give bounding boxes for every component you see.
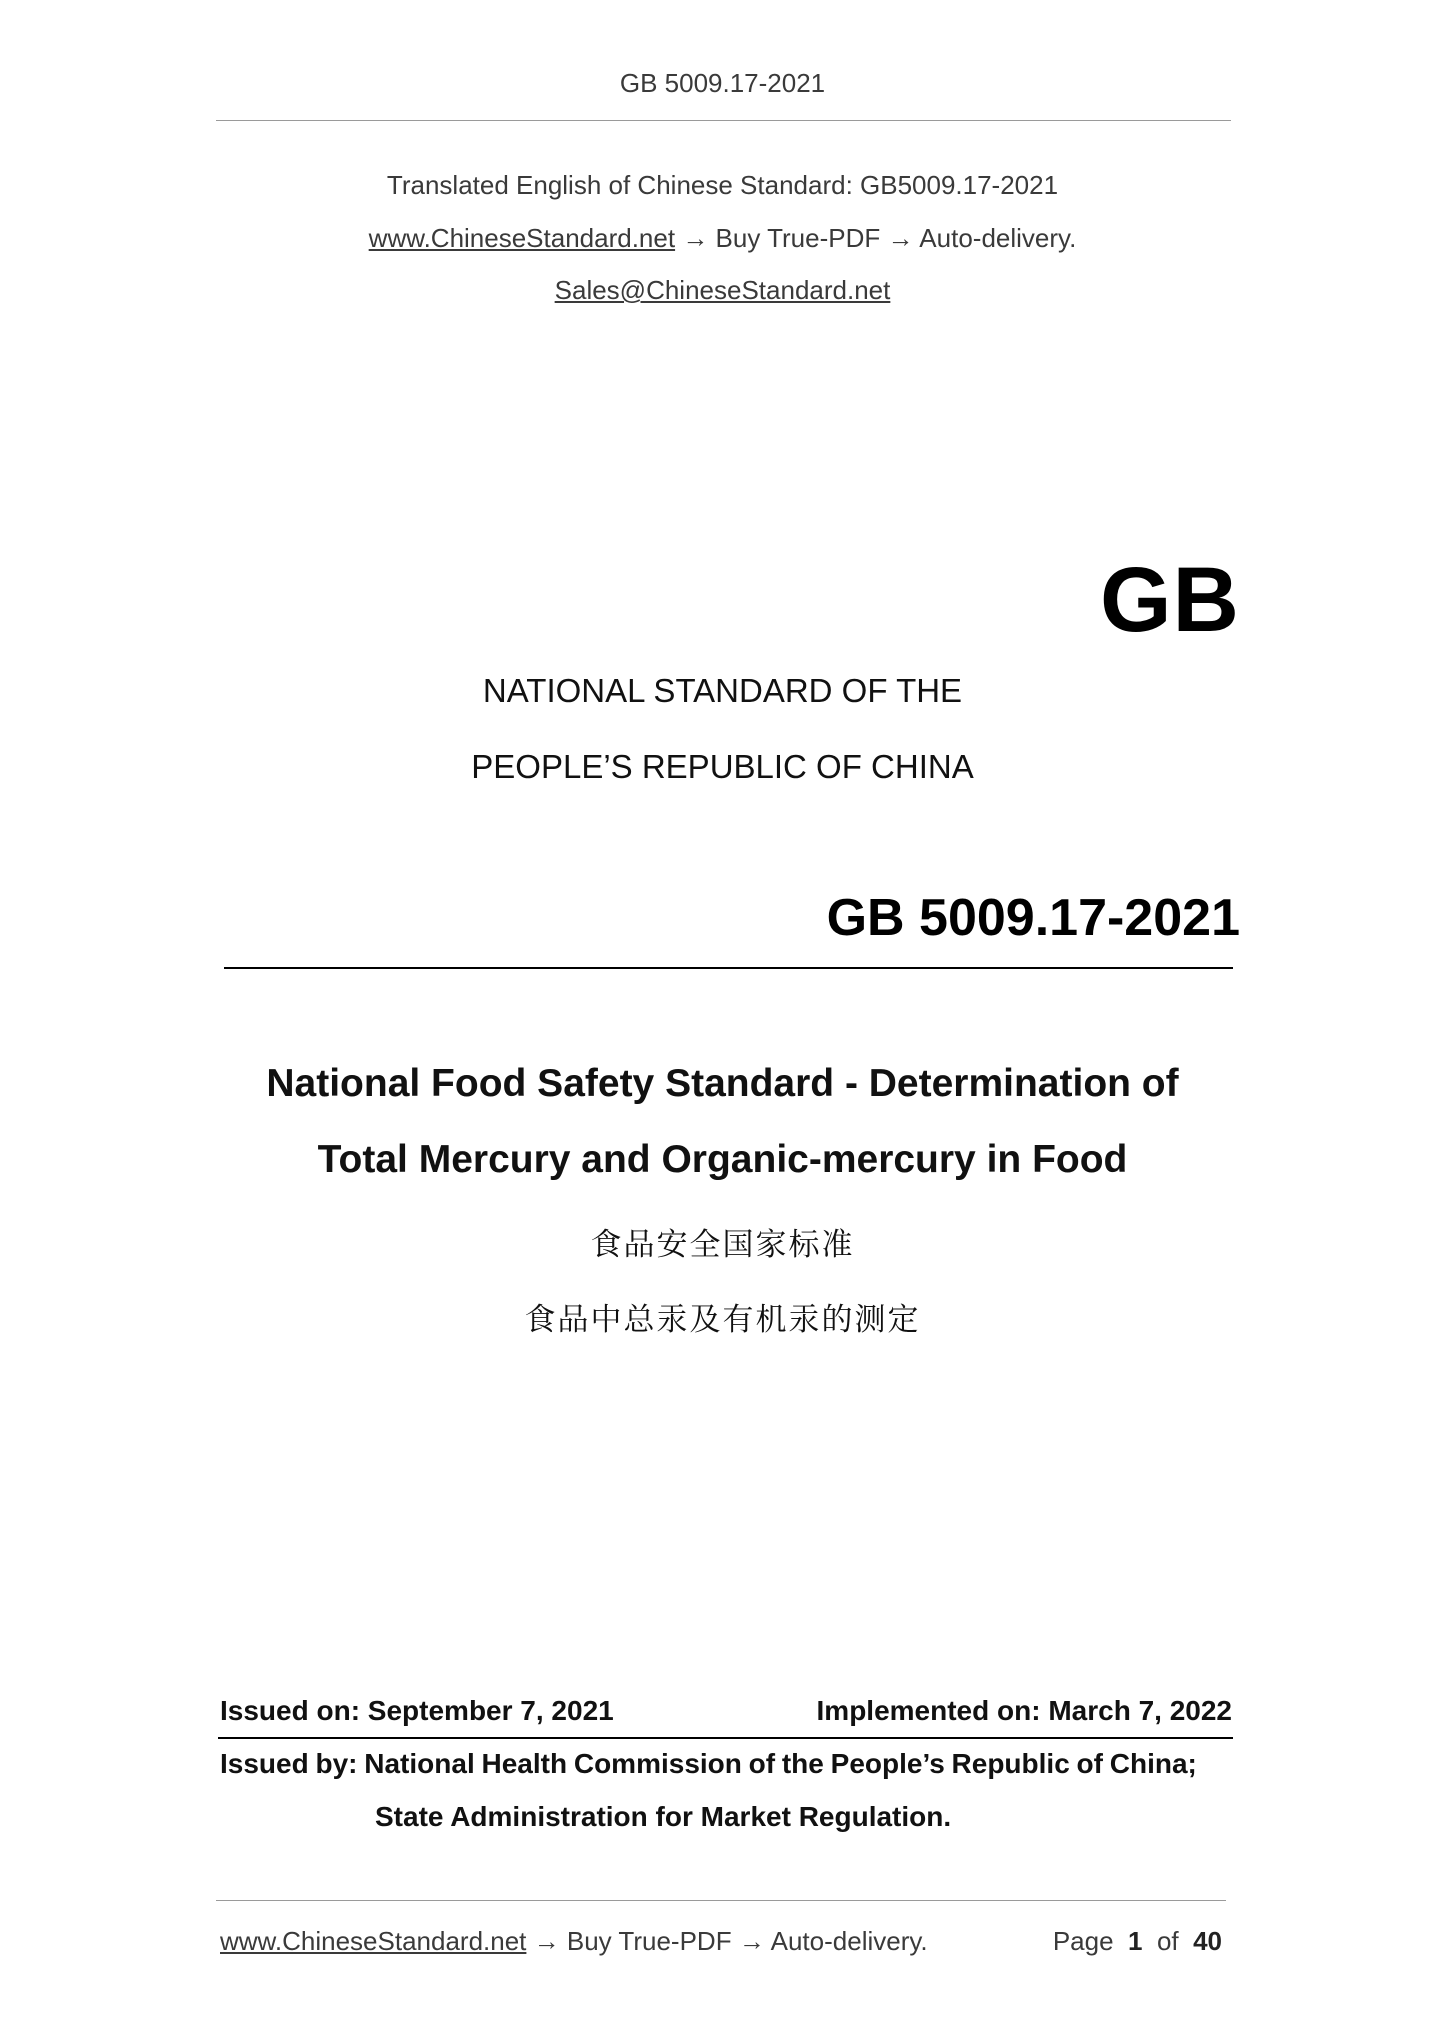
arrow-right-icon: → xyxy=(738,1926,765,1956)
title-cn-line1: 食品安全国家标准 xyxy=(590,1227,855,1262)
sales-email-link[interactable]: Sales@ChineseStandard.net xyxy=(554,275,891,305)
page-label: Page xyxy=(1052,1926,1114,1956)
footer-purchase-line xyxy=(220,1926,928,1957)
implemented-on: Implemented on: March 7, 2022 xyxy=(816,1695,1232,1726)
issued-on: Issued on: September 7, 2021 xyxy=(220,1695,614,1726)
arrow-right-icon: → xyxy=(682,223,709,253)
standard-number-rule xyxy=(224,967,1233,969)
page-indicator xyxy=(1053,1926,1222,1957)
national-standard-heading: NATIONAL STANDARD OF THE xyxy=(482,672,963,709)
title-en-line2: Total Mercury and Organic-mercury in Food xyxy=(317,1138,1128,1181)
arrow-right-icon: → xyxy=(533,1926,560,1956)
issue-dates-rule xyxy=(218,1737,1233,1739)
footer-site-link[interactable]: www.ChineseStandard.net xyxy=(220,1926,527,1956)
site-link[interactable]: www.ChineseStandard.net xyxy=(368,223,676,253)
footer-buy-text: Buy True-PDF xyxy=(566,1926,732,1956)
page-total: 40 xyxy=(1193,1926,1222,1956)
auto-delivery-text: Auto-delivery. xyxy=(919,223,1077,253)
running-head: GB 5009.17-2021 xyxy=(619,68,826,98)
standard-number: GB 5009.17-2021 xyxy=(826,889,1240,947)
page-number: 1 xyxy=(1128,1926,1143,1956)
republic-heading: PEOPLE’S REPUBLIC OF CHINA xyxy=(471,748,974,785)
issued-by-line2: State Administration for Market Regulation. xyxy=(375,1801,952,1832)
purchase-line xyxy=(0,223,1445,254)
buy-true-pdf-text: Buy True-PDF xyxy=(715,223,881,253)
title-cn-line2: 食品中总汞及有机汞的测定 xyxy=(524,1302,921,1337)
footer-rule xyxy=(216,1900,1226,1901)
email-line xyxy=(0,275,1445,306)
title-en-line1: National Food Safety Standard - Determination of xyxy=(266,1062,1179,1105)
header-rule xyxy=(216,120,1231,121)
issued-by-line1: Issued by: National Health Commission of the People’s Republic of China; xyxy=(220,1748,1197,1779)
arrow-right-icon: → xyxy=(887,223,914,253)
footer-delivery-text: Auto-delivery. xyxy=(770,1926,928,1956)
translation-note: Translated English of Chinese Standard: GB5009.17-2021 xyxy=(386,170,1059,200)
gb-mark: GB xyxy=(1100,549,1240,651)
of-label: of xyxy=(1156,1926,1179,1956)
